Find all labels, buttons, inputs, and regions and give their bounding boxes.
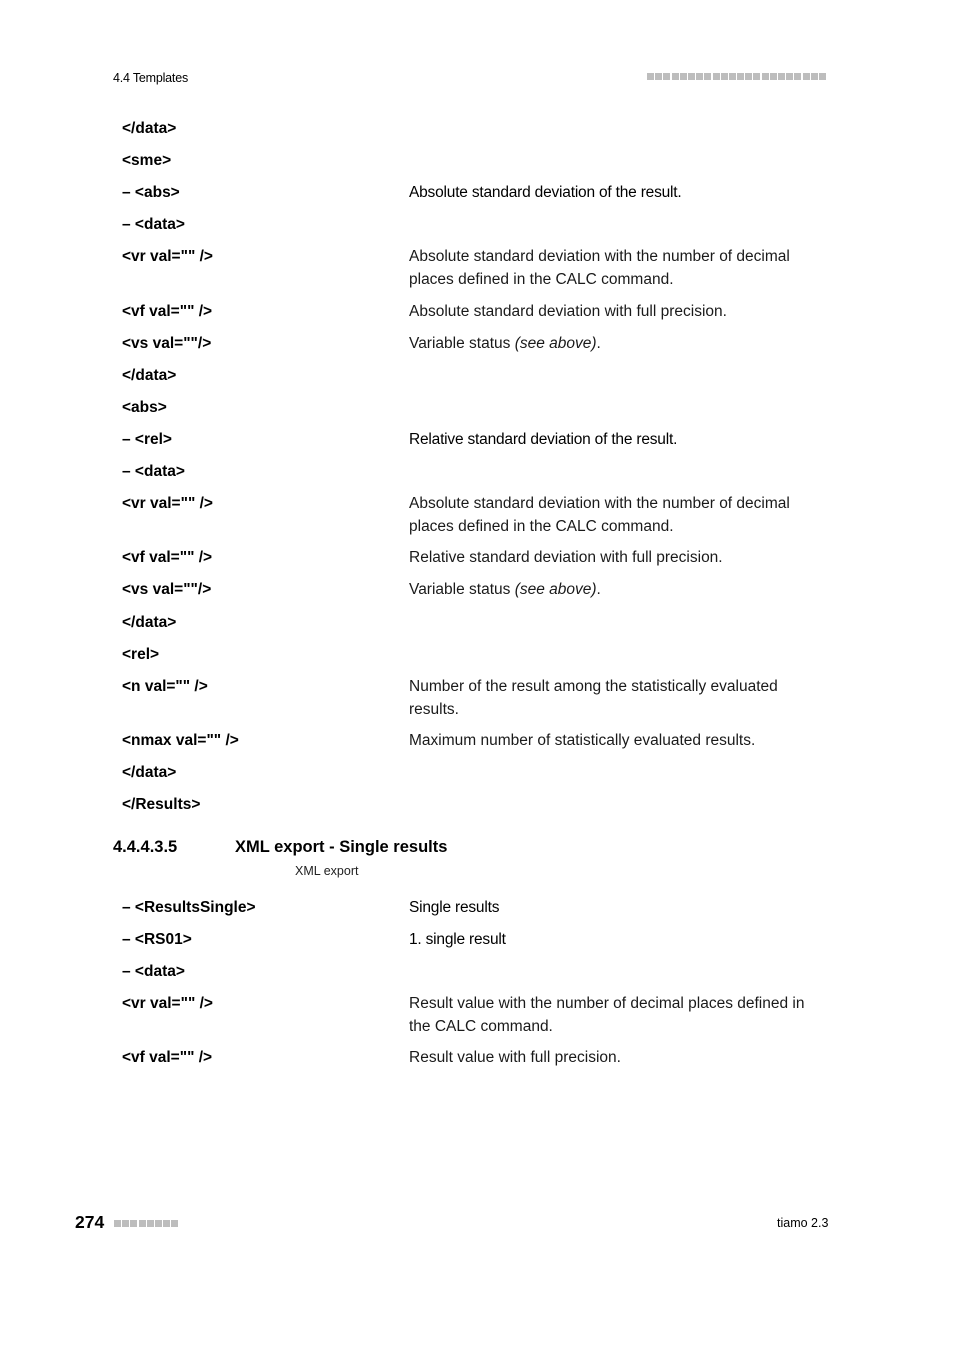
term-description: Relative standard deviation with full precision.: [409, 549, 723, 566]
term-description: [409, 579, 824, 602]
xml-tag-term: – <rel>: [122, 431, 172, 448]
xml-tag-term: – <data>: [122, 463, 185, 480]
decorative-square: [786, 73, 793, 80]
section-subtitle: XML export: [295, 864, 359, 878]
xml-tag-term: </Results>: [122, 796, 201, 813]
xml-tag-term: <n val="" />: [122, 678, 208, 695]
decorative-square: [672, 73, 679, 80]
xml-tag-term: <vf val="" />: [122, 303, 213, 320]
decorative-square: [737, 73, 744, 80]
decorative-square: [655, 73, 662, 80]
header-section-title: 4.4 Templates: [113, 71, 188, 85]
term-description: 1. single result: [409, 931, 506, 948]
decorative-square: [696, 73, 703, 80]
decorative-square: [647, 73, 654, 80]
term-description: Result value with the number of decimal places defined in the CALC command.: [409, 995, 805, 1035]
xml-tag-term: <vr val="" />: [122, 495, 213, 512]
xml-tag-term: <vr val="" />: [122, 248, 213, 265]
decorative-square: [819, 73, 826, 80]
term-description: Absolute standard deviation of the result.: [409, 184, 682, 201]
term-description: [409, 333, 824, 356]
description-text: .: [596, 581, 601, 598]
decorative-square: [753, 73, 760, 80]
xml-tag-term: – <abs>: [122, 184, 180, 201]
xml-tag-term: </data>: [122, 764, 177, 781]
decorative-square: [762, 73, 769, 80]
decorative-square: [114, 1220, 121, 1227]
decorative-square: [171, 1220, 178, 1227]
term-description: Maximum number of statistically evaluated results.: [409, 732, 756, 749]
xml-tag-term: – <data>: [122, 216, 185, 233]
decorative-square: [147, 1220, 154, 1227]
xml-tag-term: <abs>: [122, 399, 167, 416]
description-text: Variable status: [409, 335, 515, 352]
decorative-square: [155, 1220, 162, 1227]
xml-tag-term: <vs val=""/>: [122, 581, 212, 598]
footer-decoration: [114, 1220, 178, 1227]
cross-reference: (see above): [514, 335, 597, 352]
product-name: tiamo 2.3: [777, 1216, 829, 1230]
decorative-square: [729, 73, 736, 80]
xml-tag-term: – <RS01>: [122, 931, 192, 948]
term-description: Absolute standard deviation with the number of decimal places defined in the CALC command.: [409, 495, 790, 535]
xml-tag-term: <vf val="" />: [122, 549, 213, 566]
xml-tag-term: <sme>: [122, 152, 172, 169]
section-title: XML export - Single results: [235, 838, 448, 856]
term-description: Absolute standard deviation with the number of decimal places defined in the CALC command.: [409, 248, 790, 288]
xml-tag-term: </data>: [122, 367, 177, 384]
decorative-square: [770, 73, 777, 80]
description-text: .: [596, 335, 601, 352]
xml-tag-term: <vf val="" />: [122, 1049, 213, 1066]
xml-tag-term: <rel>: [122, 646, 160, 663]
section-number: 4.4.4.3.5: [113, 838, 178, 856]
header-decoration: [647, 73, 826, 80]
decorative-square: [680, 73, 687, 80]
decorative-square: [122, 1220, 129, 1227]
term-description: Relative standard deviation of the result.: [409, 431, 678, 448]
xml-tag-term: <vr val="" />: [122, 995, 213, 1012]
term-description: Result value with full precision.: [409, 1049, 621, 1066]
decorative-square: [721, 73, 728, 80]
decorative-square: [803, 73, 810, 80]
decorative-square: [778, 73, 785, 80]
xml-tag-term: – <data>: [122, 963, 185, 980]
xml-tag-term: </data>: [122, 614, 177, 631]
term-description: Single results: [409, 899, 500, 916]
decorative-square: [688, 73, 695, 80]
term-description: Absolute standard deviation with full precision.: [409, 303, 727, 320]
decorative-square: [704, 73, 711, 80]
description-text: Variable status: [409, 581, 515, 598]
xml-tag-term: </data>: [122, 120, 177, 137]
term-description: Number of the result among the statistically evaluated results.: [409, 678, 778, 718]
page-number: 274: [75, 1212, 105, 1232]
decorative-square: [745, 73, 752, 80]
decorative-square: [139, 1220, 146, 1227]
decorative-square: [663, 73, 670, 80]
decorative-square: [794, 73, 801, 80]
decorative-square: [130, 1220, 137, 1227]
xml-tag-term: – <ResultsSingle>: [122, 899, 256, 916]
decorative-square: [713, 73, 720, 80]
decorative-square: [811, 73, 818, 80]
xml-tag-term: <vs val=""/>: [122, 335, 212, 352]
cross-reference: (see above): [514, 581, 597, 598]
decorative-square: [163, 1220, 170, 1227]
xml-tag-term: <nmax val="" />: [122, 732, 239, 749]
